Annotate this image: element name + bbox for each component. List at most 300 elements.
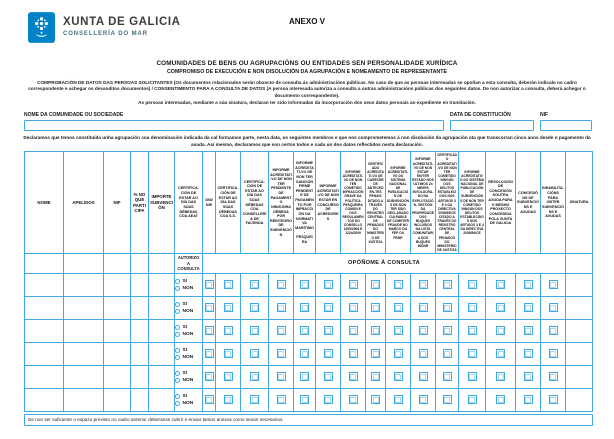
oppose-cell	[341, 342, 366, 365]
oppose-checkbox[interactable]	[324, 349, 333, 358]
oppose-cell	[459, 388, 486, 411]
radio-si-label: SI	[182, 278, 188, 284]
radio-si-label: SI	[182, 347, 188, 353]
community-name-field	[24, 112, 444, 131]
oppose-checkbox[interactable]	[300, 395, 309, 404]
nif-label: NIF	[540, 112, 549, 119]
radio-icon	[175, 309, 180, 314]
member-data-cell[interactable]	[25, 319, 64, 342]
oppose-checkbox[interactable]	[205, 326, 214, 335]
oppose-cell	[436, 319, 459, 342]
oppose-cell	[486, 273, 516, 296]
authorize-non-option[interactable]	[175, 401, 202, 406]
table-header-row	[25, 152, 593, 254]
oppose-cell	[341, 365, 366, 388]
oppose-cell	[241, 296, 269, 319]
column-header-8: CERTIFICA-CIÓN DE ESTAR AO DÍA DAS SÚAS DÉBEDAS COA S.S.	[216, 152, 241, 254]
subheader-empty-cell	[566, 253, 593, 273]
oppose-cell	[216, 365, 241, 388]
oppose-cell	[486, 365, 516, 388]
member-data-cell[interactable]	[25, 296, 64, 319]
column-header-11: INFORME ACREDITATI-VO DE NON TER SANCIÓN FIRME PENDENTE DE PAGAMENTO POR INFRACCIÓN DA NORMATIVA MARÍTIMO-PESQUEIRA	[294, 152, 316, 254]
oppose-checkbox[interactable]	[443, 372, 452, 381]
oppose-checkbox[interactable]	[205, 280, 214, 289]
oppose-checkbox[interactable]	[524, 280, 533, 289]
member-row-6	[25, 388, 593, 411]
oppose-cell	[386, 342, 411, 365]
annex-label: ANEXO V	[288, 17, 325, 26]
oppose-checkbox[interactable]	[324, 326, 333, 335]
authorize-non-option[interactable]	[175, 309, 202, 314]
oppose-checkbox[interactable]	[496, 349, 505, 358]
member-data-cell[interactable]	[64, 273, 104, 296]
oppose-cell	[316, 342, 341, 365]
oppose-checkbox[interactable]	[443, 303, 452, 312]
oppose-checkbox[interactable]	[394, 349, 403, 358]
oppose-checkbox[interactable]	[468, 395, 477, 404]
oppose-cell	[516, 273, 541, 296]
oppose-cell	[203, 319, 216, 342]
oppose-cell	[411, 319, 436, 342]
constitution-date-field	[450, 112, 534, 131]
radio-non-label: NON	[182, 286, 194, 292]
oppose-checkbox[interactable]	[371, 372, 380, 381]
oppose-checkbox[interactable]	[205, 349, 214, 358]
column-header-9: CERTIFICA-CIÓN DE ESTAR AO DÍA DAS SÚAS DÉBEDAS COA CONSELLERÍA DE FACENDA	[241, 152, 269, 254]
oppose-cell	[386, 296, 411, 319]
member-data-cell[interactable]	[131, 273, 149, 296]
oppose-cell	[294, 296, 316, 319]
oppose-cell	[366, 365, 386, 388]
oppose-checkbox[interactable]	[300, 303, 309, 312]
oppose-cell	[541, 273, 566, 296]
authorize-si-option[interactable]	[175, 302, 202, 307]
nif-input[interactable]	[540, 120, 592, 131]
oppose-cell	[316, 365, 341, 388]
member-data-cell[interactable]	[64, 342, 104, 365]
oppose-cell	[459, 319, 486, 342]
oppose-cell	[241, 273, 269, 296]
member-data-cell[interactable]	[149, 273, 175, 296]
member-data-cell[interactable]	[131, 342, 149, 365]
oppose-checkbox[interactable]	[496, 280, 505, 289]
oppose-checkbox[interactable]	[349, 372, 358, 381]
oppose-cell	[411, 388, 436, 411]
oppose-checkbox[interactable]	[496, 395, 505, 404]
oppose-checkbox[interactable]	[394, 280, 403, 289]
oppose-checkbox[interactable]	[300, 326, 309, 335]
oppose-cell	[269, 319, 294, 342]
oppose-checkbox[interactable]	[250, 395, 259, 404]
oppose-cell	[541, 365, 566, 388]
oppose-cell	[459, 296, 486, 319]
authorize-si-option[interactable]	[175, 371, 202, 376]
column-header-14: CERTIFICADO ACREDITATI-VO DE CARECER DE ANTECEDEN-TES PENAIS DITADO A TRAVÉS DO REXISTRO CENTRAL DE PENADOS DO MINISTERIO DE XUSTIZA	[366, 152, 386, 254]
community-name-input[interactable]	[24, 120, 444, 131]
radio-icon	[175, 355, 180, 360]
oppose-checkbox[interactable]	[349, 349, 358, 358]
oppose-checkbox[interactable]	[419, 280, 428, 289]
oppose-checkbox[interactable]	[205, 395, 214, 404]
radio-non-label: NON	[182, 401, 194, 407]
authorize-si-option[interactable]	[175, 279, 202, 284]
radio-non-label: NON	[182, 332, 194, 338]
oppose-checkbox[interactable]	[549, 372, 558, 381]
oppose-cell	[216, 296, 241, 319]
member-data-cell[interactable]	[104, 365, 131, 388]
constitution-date-label: DATA DE CONSTITUCIÓN	[450, 112, 511, 119]
column-header-21: INHABILITA-CIÓNS PARA OBTER SUBVENCIÓNS E AXUDAS	[541, 152, 566, 254]
signature-cell[interactable]	[566, 365, 593, 388]
oppose-checkbox[interactable]	[300, 280, 309, 289]
oppose-checkbox[interactable]	[549, 326, 558, 335]
oppose-checkbox[interactable]	[371, 395, 380, 404]
oppose-checkbox[interactable]	[277, 303, 286, 312]
authorize-radio-cell-row-4	[175, 342, 203, 365]
authorize-si-option[interactable]	[175, 348, 202, 353]
oppose-checkbox[interactable]	[524, 372, 533, 381]
member-data-cell[interactable]	[131, 296, 149, 319]
oppose-checkbox[interactable]	[371, 280, 380, 289]
oppose-cell	[516, 342, 541, 365]
authorize-non-option[interactable]	[175, 378, 202, 383]
oppose-cell	[294, 388, 316, 411]
oppose-checkbox[interactable]	[300, 372, 309, 381]
oppose-checkbox[interactable]	[524, 326, 533, 335]
member-row-5	[25, 365, 593, 388]
form-title: COMUNIDADES DE BENS OU AGRUPACIÓNS OU ENTIDADES SEN PERSONALIDADE XURÍDICA	[156, 60, 458, 67]
member-data-cell[interactable]	[149, 342, 175, 365]
member-data-cell[interactable]	[104, 273, 131, 296]
oppose-cell	[459, 273, 486, 296]
identification-fields	[24, 112, 592, 131]
oppose-cell	[541, 319, 566, 342]
oppose-cell	[486, 342, 516, 365]
oppose-checkbox[interactable]	[277, 280, 286, 289]
oppose-cell	[386, 388, 411, 411]
oppose-cell	[436, 273, 459, 296]
oppose-cell	[241, 365, 269, 388]
column-header-13: INFORME ACREDITATI-VO DE NON TER COMETIDO INFRACCIÓN GRAVE DA POLÍTICA PESQUEIRA COMÚN E DOS REGULAMEN-TOS DO CONSELLO 1005/2008 E 1224/2009	[341, 152, 366, 254]
signature-cell[interactable]	[566, 388, 593, 411]
column-header-19: RESOLUCIÓN DE CONCESIÓN DOUTRA AXUDA PARA O MESMO PROXECTO CONCEDIDA POLA XUNTA DE GALICIA	[486, 152, 516, 254]
oppose-checkbox[interactable]	[468, 372, 477, 381]
oppose-checkbox[interactable]	[324, 280, 333, 289]
member-data-cell[interactable]	[64, 388, 104, 411]
member-data-cell[interactable]	[104, 388, 131, 411]
oppose-checkbox[interactable]	[549, 349, 558, 358]
oppose-checkbox[interactable]	[468, 280, 477, 289]
oppose-cell	[386, 365, 411, 388]
oppose-cell	[459, 365, 486, 388]
authorize-si-option[interactable]	[175, 394, 202, 399]
oppose-checkbox[interactable]	[394, 303, 403, 312]
oppose-checkbox[interactable]	[224, 372, 233, 381]
oppose-cell	[366, 319, 386, 342]
oppose-cell	[386, 319, 411, 342]
oppose-checkbox[interactable]	[468, 326, 477, 335]
oppose-cell	[541, 388, 566, 411]
member-row-1	[25, 273, 593, 296]
member-data-cell[interactable]	[131, 388, 149, 411]
brand-name: XUNTA DE GALICIA	[63, 16, 181, 28]
member-data-cell[interactable]	[25, 388, 64, 411]
oppose-cell	[294, 365, 316, 388]
oppose-checkbox[interactable]	[277, 349, 286, 358]
oppose-checkbox[interactable]	[250, 280, 259, 289]
oppose-checkbox[interactable]	[443, 280, 452, 289]
oppose-checkbox[interactable]	[443, 349, 452, 358]
signature-cell[interactable]	[566, 319, 593, 342]
column-header-15: INFORME ACREDITATI-VO DO SISTEMA NACIONAL DE PUBLICACIÓN DE SUBVENCIÓNS DE NON TER SIDO DECLARADO CULPABLE DE COMETER FRAUDE NO MARCO DO FEP OU FEMP	[386, 152, 411, 254]
oppose-checkbox[interactable]	[371, 303, 380, 312]
oppose-checkbox[interactable]	[205, 303, 214, 312]
oppose-cell	[203, 365, 216, 388]
oppose-checkbox[interactable]	[443, 326, 452, 335]
masthead	[0, 0, 614, 46]
radio-si-label: SI	[182, 301, 188, 307]
oppose-checkbox[interactable]	[468, 349, 477, 358]
radio-si-label: SI	[182, 393, 188, 399]
oppose-cell	[411, 342, 436, 365]
community-name-label: NOME DA COMUNIDADE OU SOCIEDADE	[24, 112, 124, 119]
authorize-radio-cell-row-6	[175, 388, 203, 411]
oppose-checkbox[interactable]	[224, 303, 233, 312]
nif-field	[540, 112, 592, 131]
oppose-checkbox[interactable]	[205, 372, 214, 381]
declaration-paragraph: Declaramos que temos constituída unha agrupación coa denominación indicada da cal formamos parte, nesta data, os seguintes membros e que nos comprometemos á non disolución da agrupación ata que transcorran cinco anos desde o pagamento da axuda. Así mesmo, declaramos que son certos todos e cada un dos datos reflectidos nesta declaración.	[23, 134, 591, 147]
oppose-checkbox[interactable]	[277, 372, 286, 381]
radio-icon	[175, 348, 180, 353]
radio-icon	[175, 371, 180, 376]
radio-icon	[175, 325, 180, 330]
oppose-cell	[366, 388, 386, 411]
oppose-cell	[316, 273, 341, 296]
oppose-checkbox[interactable]	[524, 395, 533, 404]
oppose-checkbox[interactable]	[549, 395, 558, 404]
member-data-cell[interactable]	[149, 296, 175, 319]
authorize-non-option[interactable]	[175, 332, 202, 337]
radio-si-label: SI	[182, 370, 188, 376]
member-data-cell[interactable]	[131, 319, 149, 342]
authorize-non-option[interactable]	[175, 355, 202, 360]
oppose-cell	[486, 319, 516, 342]
member-data-cell[interactable]	[25, 342, 64, 365]
oppose-checkbox[interactable]	[496, 303, 505, 312]
oppose-cell	[541, 342, 566, 365]
oppose-cell	[203, 296, 216, 319]
oppose-cell	[366, 273, 386, 296]
oppose-checkbox[interactable]	[524, 303, 533, 312]
member-row-4	[25, 342, 593, 365]
oppose-checkbox[interactable]	[549, 303, 558, 312]
oppose-checkbox[interactable]	[224, 280, 233, 289]
radio-non-label: NON	[182, 378, 194, 384]
oppose-checkbox[interactable]	[349, 280, 358, 289]
member-data-cell[interactable]	[149, 365, 175, 388]
signature-cell[interactable]	[566, 273, 593, 296]
oppose-checkbox[interactable]	[371, 326, 380, 335]
oppose-cell	[366, 342, 386, 365]
oppose-cell	[516, 388, 541, 411]
oppose-checkbox[interactable]	[496, 326, 505, 335]
member-data-cell[interactable]	[25, 365, 64, 388]
oppose-checkbox[interactable]	[250, 349, 259, 358]
oppose-cell	[436, 365, 459, 388]
subheader-empty-cell	[131, 253, 149, 273]
member-data-cell[interactable]	[64, 319, 104, 342]
oppose-cell	[411, 365, 436, 388]
column-header-4: % NO QUE PARTICIPA	[131, 152, 149, 254]
oppose-cell	[341, 388, 366, 411]
signature-cell[interactable]	[566, 296, 593, 319]
subheader-empty-cell	[149, 253, 175, 273]
oppose-cell	[516, 365, 541, 388]
radio-icon	[175, 332, 180, 337]
column-header-5: IMPORTE SUBVENCIÓN	[149, 152, 175, 254]
authorize-non-option[interactable]	[175, 286, 202, 291]
oppose-checkbox[interactable]	[250, 326, 259, 335]
oppose-checkbox[interactable]	[468, 303, 477, 312]
oppose-cell	[203, 342, 216, 365]
authorize-radio-cell-row-1	[175, 273, 203, 296]
oppose-cell	[459, 342, 486, 365]
oppose-checkbox[interactable]	[277, 395, 286, 404]
oppose-cell	[411, 296, 436, 319]
consent-subheader-row	[25, 253, 593, 273]
oppose-checkbox[interactable]	[250, 372, 259, 381]
column-header-6: CERTIFICA-CIÓN DE ESTAR AO DÍA DAS SÚAS DÉBEDAS COA AEAT	[175, 152, 203, 254]
member-data-cell[interactable]	[64, 296, 104, 319]
oppose-checkbox[interactable]	[324, 395, 333, 404]
oppose-cell	[316, 296, 341, 319]
column-header-3: NIF	[104, 152, 131, 254]
oppose-checkbox[interactable]	[419, 349, 428, 358]
radio-icon	[175, 286, 180, 291]
oppose-checkbox[interactable]	[394, 395, 403, 404]
authorize-radio-cell-row-2	[175, 296, 203, 319]
signature-notice-paragraph: As persoas interesadas, mediante a súa sinatura, declaran ter sido informadas da incorporación dos seus datos persoais ao expediente en tramitación.	[138, 99, 476, 105]
oppose-cell	[216, 319, 241, 342]
oppose-cell	[269, 342, 294, 365]
oppose-checkbox[interactable]	[224, 349, 233, 358]
oppose-cell	[241, 342, 269, 365]
radio-non-label: NON	[182, 309, 194, 315]
oppose-cell	[436, 296, 459, 319]
radio-si-label: SI	[182, 324, 188, 330]
form-subtitle: COMPROMISO DE EXECUCIÓN E NON DISOLUCIÓN DA AGRUPACIÓN E NOMEAMENTO DE REPRESENTANTE	[166, 68, 448, 75]
oppose-checkbox[interactable]	[524, 349, 533, 358]
radio-icon	[175, 378, 180, 383]
oppose-checkbox[interactable]	[324, 303, 333, 312]
oppose-cell	[241, 319, 269, 342]
authorize-si-option[interactable]	[175, 325, 202, 330]
oppose-checkbox[interactable]	[443, 395, 452, 404]
subheader-empty-cell	[104, 253, 131, 273]
radio-icon	[175, 394, 180, 399]
oppose-cell	[316, 388, 341, 411]
column-header-12: INFORME ACREDITATI-VO DE NON ESTAR EN CONCURSO DE ACREDORES	[316, 152, 341, 254]
authorize-radio-cell-row-3	[175, 319, 203, 342]
oppose-checkbox[interactable]	[224, 326, 233, 335]
oppose-cell	[294, 319, 316, 342]
member-row-3	[25, 319, 593, 342]
opponome-consulta-header: OPÓÑOME Á CONSULTA	[203, 253, 566, 273]
oppose-checkbox[interactable]	[324, 372, 333, 381]
oppose-checkbox[interactable]	[419, 372, 428, 381]
column-header-20: CONCESIÓNS DE SUBVENCIÓNS E AXUDAS	[516, 152, 541, 254]
oppose-checkbox[interactable]	[549, 280, 558, 289]
oppose-cell	[436, 388, 459, 411]
oppose-checkbox[interactable]	[496, 372, 505, 381]
oppose-checkbox[interactable]	[371, 349, 380, 358]
oppose-cell	[341, 319, 366, 342]
oppose-cell	[216, 273, 241, 296]
column-header-7: DNI/NIE	[203, 152, 216, 254]
oppose-cell	[269, 365, 294, 388]
authorize-radio-cell-row-5	[175, 365, 203, 388]
member-data-cell[interactable]	[149, 319, 175, 342]
oppose-checkbox[interactable]	[349, 303, 358, 312]
member-data-cell[interactable]	[104, 296, 131, 319]
constitution-date-input[interactable]	[450, 120, 534, 131]
oppose-cell	[216, 388, 241, 411]
member-data-cell[interactable]	[131, 365, 149, 388]
oppose-checkbox[interactable]	[394, 326, 403, 335]
oppose-cell	[516, 296, 541, 319]
oppose-cell	[294, 342, 316, 365]
column-header-1: NOME	[25, 152, 64, 254]
oppose-cell	[541, 296, 566, 319]
subheader-empty-cell	[25, 253, 64, 273]
signature-cell[interactable]	[566, 342, 593, 365]
member-data-cell[interactable]	[64, 365, 104, 388]
member-data-cell[interactable]	[104, 342, 131, 365]
oppose-checkbox[interactable]	[419, 395, 428, 404]
oppose-checkbox[interactable]	[419, 303, 428, 312]
oppose-checkbox[interactable]	[394, 372, 403, 381]
radio-icon	[175, 279, 180, 284]
oppose-cell	[203, 273, 216, 296]
column-header-2: APELIDOS	[64, 152, 104, 254]
column-header-17: CERTIFICADO ACREDITATI-VO DE NON TER COMETIDO NINGÚN DOS DELITOS ESTABLECIDOS NOS ARTIGOS 3 E 4 DA DIRECTIVA 2008/99/CE DITADO A TRAVÉS DO REXISTRO CENTRAL DE PENADOS DO MINISTERIO DE XUSTIZA	[437, 153, 457, 252]
oppose-cell	[366, 296, 386, 319]
oppose-cell	[386, 273, 411, 296]
oppose-cell	[486, 388, 516, 411]
oppose-checkbox[interactable]	[224, 395, 233, 404]
oppose-checkbox[interactable]	[349, 395, 358, 404]
title-block	[0, 60, 614, 75]
oppose-checkbox[interactable]	[300, 349, 309, 358]
radio-non-label: NON	[182, 355, 194, 361]
members-table	[24, 151, 593, 412]
oppose-checkbox[interactable]	[250, 303, 259, 312]
oppose-checkbox[interactable]	[349, 326, 358, 335]
member-data-cell[interactable]	[104, 319, 131, 342]
oppose-checkbox[interactable]	[277, 326, 286, 335]
member-row-2	[25, 296, 593, 319]
column-header-16: INFORME ACREDITATI-VO DE NON ESTAR EN/TER ESTADO NOS ÚLTIMOS 24 MESES INVOLUCRA-DO NA EXPLOTACIÓN, XESTIÓN DA PROPIEDADE DOS BUQUES INCLUÍDOS NA LISTA COMUNITARIA DOS BUQUES INDNR	[411, 152, 436, 254]
footer-note: De non ser suficiente o espazo previsto no cadro anterior deberanse cubrir e enviar tantos anexos como sexan necesarios.	[24, 414, 593, 426]
subheader-empty-cell	[64, 253, 104, 273]
oppose-cell	[516, 319, 541, 342]
intro-block	[20, 80, 594, 107]
oppose-cell	[486, 296, 516, 319]
oppose-cell	[269, 388, 294, 411]
member-data-cell[interactable]	[149, 388, 175, 411]
member-data-cell[interactable]	[25, 273, 64, 296]
oppose-checkbox[interactable]	[419, 326, 428, 335]
